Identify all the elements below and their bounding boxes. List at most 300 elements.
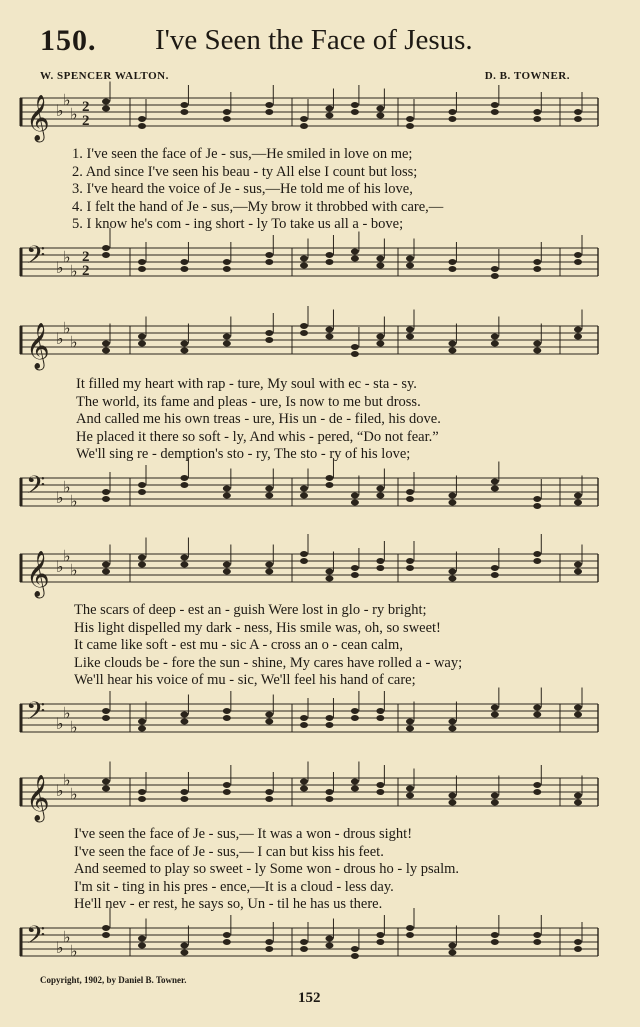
note-head: [300, 116, 308, 122]
note-head: [533, 939, 541, 945]
note-head: [300, 551, 308, 557]
note-head: [180, 266, 188, 272]
note-head: [376, 262, 384, 268]
note-head: [448, 492, 456, 498]
note-head: [406, 718, 414, 724]
flat-icon: ♭: [56, 487, 64, 507]
note-head: [265, 718, 273, 724]
note-head: [223, 569, 231, 575]
note-head: [300, 558, 308, 564]
note-head: [376, 341, 384, 347]
note-head: [138, 116, 146, 122]
hymn-title: I've Seen the Face of Jesus.: [155, 24, 473, 56]
note-head: [223, 109, 231, 115]
note-head: [574, 711, 582, 717]
hymn-number: 150.: [40, 24, 97, 57]
note-head: [325, 259, 333, 265]
flat-icon: ♭: [56, 257, 64, 277]
flat-icon: ♭: [70, 491, 78, 510]
lyric-line: I've seen the face of Je - sus,— I can but kiss his feet.: [74, 843, 384, 860]
note-head: [448, 569, 456, 575]
note-head: [300, 255, 308, 261]
note-head: [102, 106, 110, 112]
note-head: [300, 323, 308, 329]
note-head: [138, 555, 146, 561]
note-head: [533, 704, 541, 710]
note-head: [180, 562, 188, 568]
note-head: [265, 939, 273, 945]
note-head: [574, 327, 582, 333]
lyric-line: The scars of deep - est an - guish Were lost in glo - ry bright;: [74, 602, 427, 618]
note-head: [448, 718, 456, 724]
note-head: [265, 789, 273, 795]
lyric-line: I've seen the face of Je - sus,— It was a won - drous sight!: [74, 826, 413, 842]
copyright-notice: Copyright, 1902, by Daniel B. Towner.: [40, 975, 187, 985]
flat-icon: ♭: [63, 318, 71, 338]
note-head: [102, 99, 110, 105]
flat-icon: ♭: [56, 713, 64, 733]
note-head: [406, 489, 414, 495]
note-head: [102, 932, 110, 938]
time-signature: 2: [82, 113, 90, 129]
note-head: [406, 793, 414, 799]
note-head: [448, 942, 456, 948]
bass-staff: [20, 240, 600, 284]
note-head: [300, 485, 308, 491]
treble-clef-icon: 𝄞: [26, 775, 50, 821]
note-head: [325, 334, 333, 340]
treble-staff: [20, 770, 600, 821]
note-head: [180, 482, 188, 488]
lyric-line: 5. I know he's com - ing short - ly To take us all a - bove;: [72, 216, 404, 232]
note-head: [138, 935, 146, 941]
note-head: [491, 341, 499, 347]
note-head: [223, 341, 231, 347]
note-head: [376, 782, 384, 788]
note-head: [180, 796, 188, 802]
note-head: [180, 942, 188, 948]
note-head: [102, 348, 110, 354]
lyric-line: It filled my heart with rap - ture, My soul with ec - sta - sy.: [76, 376, 417, 392]
note-head: [300, 330, 308, 336]
note-head: [351, 779, 359, 785]
treble-clef-icon: 𝄞: [26, 551, 50, 597]
bass-clef-icon: 𝄢: [26, 920, 46, 956]
note-head: [325, 482, 333, 488]
note-head: [491, 266, 499, 272]
note-head: [491, 711, 499, 717]
note-head: [325, 942, 333, 948]
lyric-line: He placed it there so soft - ly, And whis - pered, “Do not fear.”: [76, 428, 439, 445]
note-head: [102, 496, 110, 502]
note-head: [102, 708, 110, 714]
note-head: [491, 800, 499, 806]
time-signature: 2: [82, 99, 90, 115]
flat-icon: ♭: [56, 781, 64, 800]
note-head: [300, 262, 308, 268]
flat-icon: ♭: [70, 104, 78, 124]
note-head: [102, 786, 110, 792]
treble-staff: [20, 318, 600, 369]
note-head: [102, 252, 110, 258]
note-head: [406, 558, 414, 564]
note-head: [223, 116, 231, 122]
bass-clef-icon: 𝄢: [26, 240, 46, 276]
note-head: [491, 565, 499, 571]
note-head: [351, 344, 359, 350]
note-head: [325, 252, 333, 258]
note-head: [351, 492, 359, 498]
bass-staff: [20, 920, 600, 964]
note-head: [325, 569, 333, 575]
note-head: [574, 259, 582, 265]
note-head: [376, 334, 384, 340]
lyric-line: And called me his own treas - ure, His un - de - filed, his dove.: [76, 411, 441, 427]
note-head: [406, 262, 414, 268]
note-head: [533, 348, 541, 354]
note-head: [533, 711, 541, 717]
note-head: [406, 932, 414, 938]
note-head: [180, 555, 188, 561]
note-head: [102, 562, 110, 568]
lyric-line: It came like soft - est mu - sic A - cross an o - cean calm,: [74, 637, 403, 653]
lyrics-block: [20, 602, 608, 690]
note-head: [180, 259, 188, 265]
note-head: [491, 939, 499, 945]
note-head: [533, 551, 541, 557]
note-head: [223, 266, 231, 272]
note-head: [574, 499, 582, 505]
note-head: [102, 489, 110, 495]
note-head: [406, 334, 414, 340]
note-head: [223, 562, 231, 568]
note-head: [265, 330, 273, 336]
note-head: [533, 789, 541, 795]
note-head: [325, 475, 333, 481]
note-head: [491, 102, 499, 108]
note-head: [351, 102, 359, 108]
note-head: [325, 935, 333, 941]
note-head: [223, 485, 231, 491]
note-head: [300, 786, 308, 792]
note-head: [574, 946, 582, 952]
note-head: [376, 565, 384, 571]
note-head: [406, 725, 414, 731]
note-head: [376, 708, 384, 714]
note-head: [533, 266, 541, 272]
note-head: [265, 102, 273, 108]
note-head: [533, 259, 541, 265]
note-head: [533, 341, 541, 347]
note-head: [574, 704, 582, 710]
note-head: [325, 789, 333, 795]
note-head: [351, 953, 359, 959]
note-head: [406, 565, 414, 571]
note-head: [300, 779, 308, 785]
time-signature: 2: [82, 262, 90, 279]
note-head: [376, 113, 384, 119]
treble-clef-icon: 𝄞: [26, 323, 50, 369]
lyric-line: 4. I felt the hand of Je - sus,—My brow it throbbed with care,—: [72, 198, 444, 215]
note-head: [300, 939, 308, 945]
treble-clef-icon: 𝄞: [26, 95, 50, 141]
note-head: [180, 348, 188, 354]
note-head: [491, 793, 499, 799]
note-head: [376, 485, 384, 491]
note-head: [265, 337, 273, 343]
note-head: [491, 485, 499, 491]
note-head: [448, 116, 456, 122]
note-head: [574, 569, 582, 575]
flat-icon: ♭: [56, 101, 64, 120]
composer-credit: D. B. TOWNER.: [484, 70, 570, 82]
flat-icon: ♭: [56, 329, 64, 348]
note-head: [138, 123, 146, 129]
music-system-2: [20, 318, 600, 514]
note-head: [406, 123, 414, 129]
note-head: [533, 116, 541, 122]
note-head: [491, 932, 499, 938]
bass-staff: [20, 470, 600, 514]
music-system-1: [20, 90, 600, 284]
flat-icon: ♭: [70, 784, 78, 804]
note-head: [376, 932, 384, 938]
note-head: [533, 109, 541, 115]
note-head: [138, 334, 146, 340]
note-head: [448, 348, 456, 354]
time-signature: 2: [82, 248, 90, 265]
note-head: [448, 793, 456, 799]
note-head: [138, 266, 146, 272]
note-head: [102, 715, 110, 721]
note-head: [533, 503, 541, 509]
flat-icon: ♭: [63, 770, 71, 790]
note-head: [138, 718, 146, 724]
note-head: [491, 109, 499, 115]
flat-icon: ♭: [70, 560, 78, 580]
note-head: [351, 109, 359, 115]
note-head: [138, 562, 146, 568]
note-head: [376, 255, 384, 261]
note-head: [448, 266, 456, 272]
note-head: [574, 793, 582, 799]
lyric-line: The world, its fame and pleas - ure, Is now to me but dross.: [76, 393, 421, 410]
note-head: [180, 475, 188, 481]
note-head: [223, 492, 231, 498]
note-head: [265, 492, 273, 498]
note-head: [138, 942, 146, 948]
music-system-3: [20, 546, 600, 740]
note-head: [533, 932, 541, 938]
note-head: [325, 576, 333, 582]
note-head: [325, 796, 333, 802]
note-head: [406, 496, 414, 502]
note-head: [265, 252, 273, 258]
flat-icon: ♭: [70, 717, 78, 736]
note-head: [138, 341, 146, 347]
note-head: [406, 255, 414, 261]
note-head: [574, 800, 582, 806]
note-head: [102, 341, 110, 347]
note-head: [574, 116, 582, 122]
note-head: [138, 482, 146, 488]
flat-icon: ♭: [63, 703, 71, 722]
note-head: [376, 492, 384, 498]
note-head: [265, 711, 273, 717]
note-head: [533, 496, 541, 502]
author-credit: W. SPENCER WALTON.: [40, 70, 169, 82]
note-head: [300, 715, 308, 721]
note-head: [223, 715, 231, 721]
note-head: [406, 786, 414, 792]
note-head: [376, 789, 384, 795]
note-head: [448, 499, 456, 505]
lyrics-block: [20, 376, 592, 464]
note-head: [138, 796, 146, 802]
note-head: [300, 492, 308, 498]
note-head: [491, 273, 499, 279]
page-number: 152: [298, 990, 321, 1006]
note-head: [138, 489, 146, 495]
note-head: [448, 576, 456, 582]
bass-staff: [20, 696, 600, 740]
music-system-4: [20, 770, 600, 964]
bass-clef-icon: 𝄢: [26, 696, 46, 732]
note-head: [180, 718, 188, 724]
note-head: [448, 259, 456, 265]
note-head: [325, 106, 333, 112]
note-head: [265, 796, 273, 802]
note-head: [351, 565, 359, 571]
note-head: [223, 932, 231, 938]
note-head: [574, 252, 582, 258]
note-head: [574, 562, 582, 568]
note-head: [102, 779, 110, 785]
note-head: [223, 782, 231, 788]
note-head: [265, 946, 273, 952]
lyric-line: 1. I've seen the face of Je - sus,—He smiled in love on me;: [72, 146, 413, 162]
note-head: [574, 492, 582, 498]
note-head: [448, 800, 456, 806]
note-head: [102, 569, 110, 575]
note-head: [325, 722, 333, 728]
lyric-line: And seemed to play so sweet - ly Some won - drous ho - ly psalm.: [74, 861, 460, 877]
note-head: [223, 259, 231, 265]
note-head: [491, 478, 499, 484]
lyric-line: Like clouds be - fore the sun - shine, My cares have rolled a - way;: [74, 654, 463, 671]
lyric-line: We'll hear his voice of mu - sic, We'll feel his hand of care;: [74, 672, 416, 688]
note-head: [351, 351, 359, 357]
note-head: [102, 925, 110, 931]
note-head: [351, 572, 359, 578]
note-head: [376, 939, 384, 945]
note-head: [351, 708, 359, 714]
note-head: [406, 327, 414, 333]
note-head: [448, 109, 456, 115]
note-head: [138, 259, 146, 265]
note-head: [180, 949, 188, 955]
note-head: [574, 109, 582, 115]
note-head: [406, 925, 414, 931]
note-head: [265, 259, 273, 265]
note-head: [223, 939, 231, 945]
note-head: [533, 558, 541, 564]
note-head: [180, 102, 188, 108]
note-head: [223, 708, 231, 714]
note-head: [180, 341, 188, 347]
treble-staff: [20, 546, 600, 597]
flat-icon: ♭: [70, 261, 78, 280]
note-head: [491, 334, 499, 340]
lyric-line: We'll sing re - demption's sto - ry, The sto - ry of his love;: [76, 446, 411, 462]
note-head: [180, 711, 188, 717]
note-head: [376, 106, 384, 112]
note-head: [300, 946, 308, 952]
note-head: [351, 715, 359, 721]
note-head: [325, 327, 333, 333]
lyrics-block: [20, 826, 608, 914]
flat-icon: ♭: [56, 557, 64, 576]
note-head: [351, 499, 359, 505]
flat-icon: ♭: [63, 90, 71, 110]
treble-staff: [20, 90, 600, 141]
note-head: [180, 789, 188, 795]
note-head: [574, 939, 582, 945]
note-head: [491, 704, 499, 710]
note-head: [223, 334, 231, 340]
note-head: [300, 722, 308, 728]
flat-icon: ♭: [70, 332, 78, 352]
note-head: [265, 109, 273, 115]
note-head: [265, 562, 273, 568]
lyrics-block: [20, 146, 600, 234]
note-head: [574, 334, 582, 340]
lyric-line: I'm sit - ting in his pres - ence,—It is a cloud - less day.: [74, 878, 394, 895]
lyric-line: His light dispelled my dark - ness, His smile was, oh, so sweet!: [74, 619, 441, 636]
note-head: [138, 725, 146, 731]
note-head: [325, 113, 333, 119]
note-head: [533, 782, 541, 788]
note-head: [102, 245, 110, 251]
note-head: [448, 725, 456, 731]
note-head: [223, 789, 231, 795]
note-head: [376, 558, 384, 564]
note-head: [351, 255, 359, 261]
flat-icon: ♭: [63, 477, 71, 496]
note-head: [406, 116, 414, 122]
bass-clef-icon: 𝄢: [26, 470, 46, 506]
flat-icon: ♭: [56, 937, 64, 957]
flat-icon: ♭: [70, 941, 78, 960]
lyric-line: 3. I've heard the voice of Je - sus,—He told me of his love,: [72, 181, 413, 197]
note-head: [265, 485, 273, 491]
note-head: [351, 786, 359, 792]
flat-icon: ♭: [63, 546, 71, 566]
note-head: [351, 248, 359, 254]
lyric-line: 2. And since I've seen his beau - ty All else I count but loss;: [72, 163, 418, 180]
note-head: [351, 946, 359, 952]
note-head: [325, 715, 333, 721]
flat-icon: ♭: [63, 247, 71, 266]
note-head: [180, 109, 188, 115]
note-head: [300, 123, 308, 129]
note-head: [376, 715, 384, 721]
note-head: [448, 341, 456, 347]
lyric-line: He'll nev - er rest, he says so, Un - til he has us there.: [74, 896, 383, 912]
flat-icon: ♭: [63, 927, 71, 946]
note-head: [491, 572, 499, 578]
note-head: [265, 569, 273, 575]
